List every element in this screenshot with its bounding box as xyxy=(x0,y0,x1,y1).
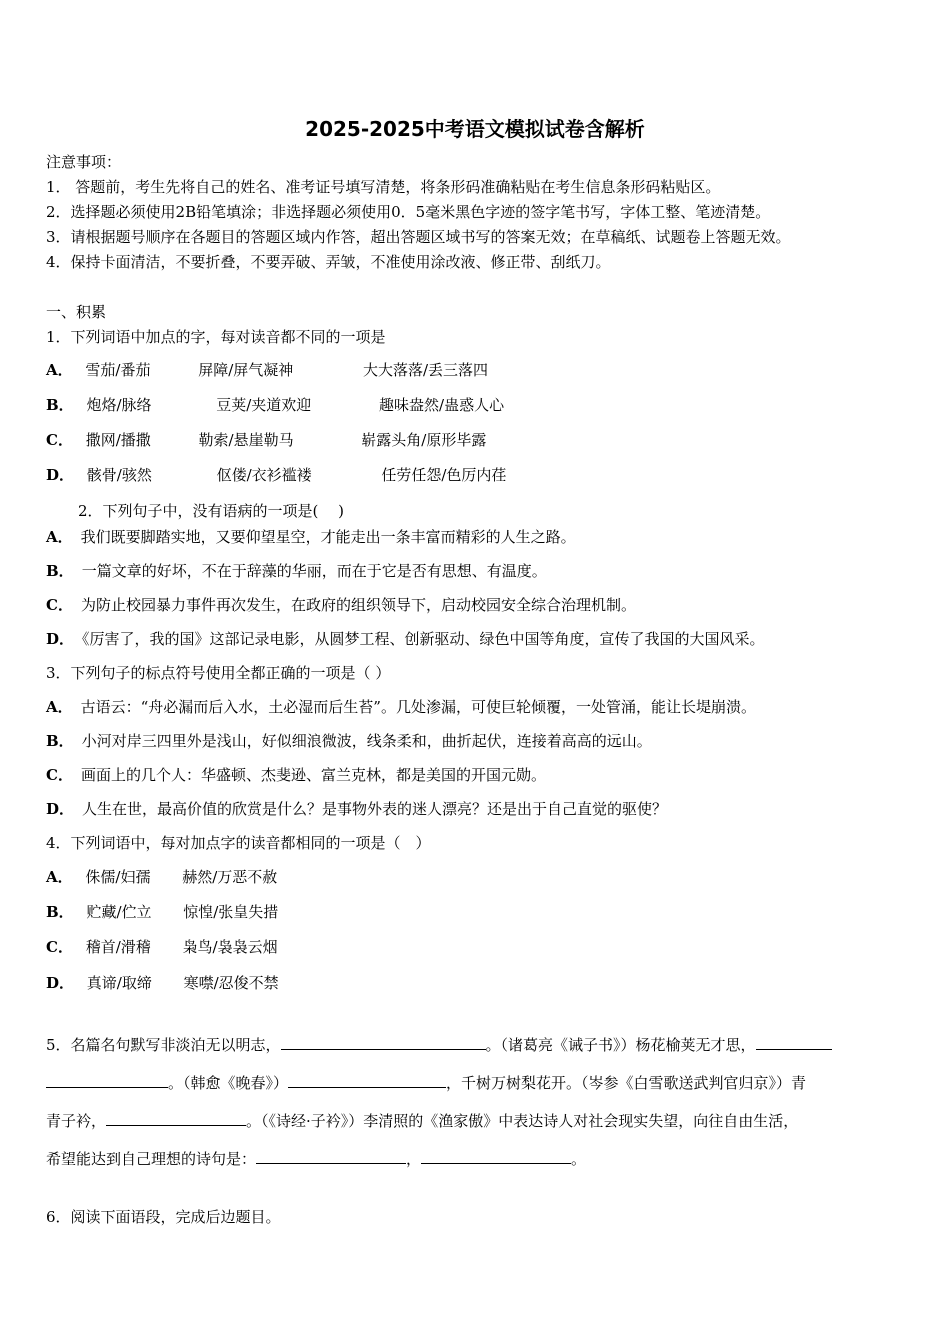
q5-text: 5．名篇名句默写非淡泊无以明志， xyxy=(46,1036,281,1054)
q4-option-b xyxy=(46,902,278,922)
option-label: D． xyxy=(46,630,75,648)
option-label: A． xyxy=(46,868,73,886)
option-label: A． xyxy=(46,361,73,379)
q5-text: 。（韩愈《晚春》） xyxy=(168,1074,289,1092)
option-label: B． xyxy=(46,903,74,921)
question-4-stem: 4．下列词语中，每对加点字的读音都相同的一项是（ ） xyxy=(46,834,431,852)
q3-option-d xyxy=(46,799,667,819)
section-heading: 一、积累 xyxy=(46,303,107,321)
page-title: 2025-2025中考语文模拟试卷含解析 xyxy=(305,117,645,141)
word-pair: 伛偻/衣衫褴褛 xyxy=(216,466,312,484)
option-label: D． xyxy=(46,466,75,484)
question-6-stem: 6．阅读下面语段，完成后边题目。 xyxy=(46,1208,281,1226)
answer-blank[interactable] xyxy=(281,1034,486,1050)
option-text: 古语云：“舟必漏而后入水，土必湿而后生苔”。几处渗漏，可使巨轮倾覆，一处管涌，能让长堤崩溃。 xyxy=(80,698,756,716)
q5-line-3 xyxy=(46,1110,798,1131)
q5-text: 。（《诗经·子衿》）李清照的《渔家傲》中表达诗人对社会现实失望，向往自由生活， xyxy=(246,1112,799,1130)
q1-option-a xyxy=(46,360,488,380)
word-pair: 枭鸟/袅袅云烟 xyxy=(182,938,278,956)
q2-option-d xyxy=(46,629,765,649)
notice-item: 4．保持卡面清洁，不要折叠，不要弄破、弄皱，不准使用涂改液、修正带、刮纸刀。 xyxy=(46,253,611,271)
word-pair: 大大落落/丢三落四 xyxy=(362,361,489,379)
notice-item: 2．选择题必须使用2B铅笔填涂；非选择题必须使用0．5毫米黑色字迹的签字笔书写，字体工整、笔迹清楚。 xyxy=(46,203,771,221)
q3-option-c xyxy=(46,765,546,785)
option-text: 人生在世，最高价值的欣赏是什么？是事物外表的迷人漂亮？还是出于自己直觉的驱使？ xyxy=(82,800,668,818)
option-label: D． xyxy=(46,974,75,992)
answer-blank[interactable] xyxy=(756,1034,832,1050)
q3-option-b xyxy=(46,731,652,751)
answer-blank[interactable] xyxy=(256,1148,406,1164)
word-pair: 撒网/播撒 xyxy=(85,431,151,449)
option-label: A． xyxy=(46,528,73,546)
q5-text: 。 xyxy=(571,1150,587,1168)
word-pair: 崭露头角/原形毕露 xyxy=(361,431,487,449)
q5-line-2 xyxy=(46,1072,806,1093)
option-text: 为防止校园暴力事件再次发生，在政府的组织领导下，启动校园安全综合治理机制。 xyxy=(80,596,636,614)
q2-option-b xyxy=(46,561,547,581)
q4-option-a xyxy=(46,867,277,887)
word-pair: 骸骨/骇然 xyxy=(86,466,152,484)
q1-option-b xyxy=(46,395,504,415)
word-pair: 赫然/万恶不赦 xyxy=(182,868,278,886)
q2-option-a xyxy=(46,527,576,547)
question-1-stem: 1．下列词语中加点的字，每对读音都不同的一项是 xyxy=(46,328,386,346)
q1-option-c xyxy=(46,430,486,450)
option-text: 画面上的几个人：华盛顿、杰斐逊、富兰克林，都是美国的开国元勋。 xyxy=(80,766,546,784)
word-pair: 侏儒/妇孺 xyxy=(85,868,151,886)
q5-text: ， xyxy=(406,1150,422,1168)
option-label: B． xyxy=(46,562,74,580)
q3-option-a xyxy=(46,697,756,717)
word-pair: 稽首/滑稽 xyxy=(85,938,151,956)
notice-item: 1． 答题前，考生先将自己的姓名、准考证号填写清楚，将条形码准确粘贴在考生信息条形码粘贴区。 xyxy=(46,178,721,196)
option-label: B． xyxy=(46,732,74,750)
q5-line-4 xyxy=(46,1148,586,1169)
word-pair: 任劳任怨/色厉内荏 xyxy=(381,466,507,484)
q5-text: 青子衿， xyxy=(46,1112,107,1130)
answer-blank[interactable] xyxy=(421,1148,571,1164)
notice-item: 3．请根据题号顺序在各题目的答题区域内作答，超出答题区域书写的答案无效；在草稿纸、试题卷上答题无效。 xyxy=(46,228,791,246)
option-text: 《厉害了，我的国》这部记录电影，从圆梦工程、创新驱动、绿色中国等角度，宣传了我国的大国风采。 xyxy=(82,630,765,648)
word-pair: 勒索/悬崖勒马 xyxy=(198,431,294,449)
word-pair: 寒噤/忍俊不禁 xyxy=(183,974,279,992)
option-text: 我们既要脚踏实地，又要仰望星空，才能走出一条丰富而精彩的人生之路。 xyxy=(80,528,576,546)
option-label: D． xyxy=(46,800,75,818)
option-text: 一篇文章的好坏，不在于辞藻的华丽，而在于它是否有思想、有温度。 xyxy=(81,562,547,580)
q4-option-d xyxy=(46,973,279,993)
question-3-stem: 3．下列句子的标点符号使用全都正确的一项是（ ） xyxy=(46,664,391,682)
q5-text: 。（诸葛亮《诫子书》）杨花榆荚无才思， xyxy=(485,1036,756,1054)
option-label: C． xyxy=(46,431,73,449)
q5-text: 希望能达到自己理想的诗句是： xyxy=(46,1150,257,1168)
answer-blank[interactable] xyxy=(106,1110,246,1126)
q5-text: ，千树万树梨花开。（岑参《白雪歌送武判官归京》）青 xyxy=(446,1074,807,1092)
word-pair: 真谛/取缔 xyxy=(86,974,152,992)
word-pair: 豆荚/夹道欢迎 xyxy=(216,396,312,414)
option-label: C． xyxy=(46,766,73,784)
q1-option-d xyxy=(46,465,506,485)
word-pair: 贮藏/伫立 xyxy=(86,903,152,921)
q4-option-c xyxy=(46,937,278,957)
option-text: 小河对岸三四里外是浅山，好似细浪微波，线条柔和，曲折起伏，连接着高高的远山。 xyxy=(81,732,652,750)
option-label: B． xyxy=(46,396,74,414)
word-pair: 屏障/屏气凝神 xyxy=(198,361,294,379)
answer-blank[interactable] xyxy=(46,1072,168,1088)
word-pair: 惊惶/张皇失措 xyxy=(183,903,279,921)
notice-heading: 注意事项： xyxy=(46,153,122,171)
option-label: C． xyxy=(46,938,73,956)
word-pair: 炮烙/脉络 xyxy=(86,396,152,414)
word-pair: 雪茄/番茄 xyxy=(85,361,151,379)
question-2-stem: 2．下列句子中，没有语病的一项是( ) xyxy=(78,502,345,520)
word-pair: 趣味盎然/蛊惑人心 xyxy=(379,396,505,414)
option-label: A． xyxy=(46,698,73,716)
option-label: C． xyxy=(46,596,73,614)
q5-line-1 xyxy=(46,1034,832,1055)
answer-blank[interactable] xyxy=(288,1072,446,1088)
q2-option-c xyxy=(46,595,636,615)
